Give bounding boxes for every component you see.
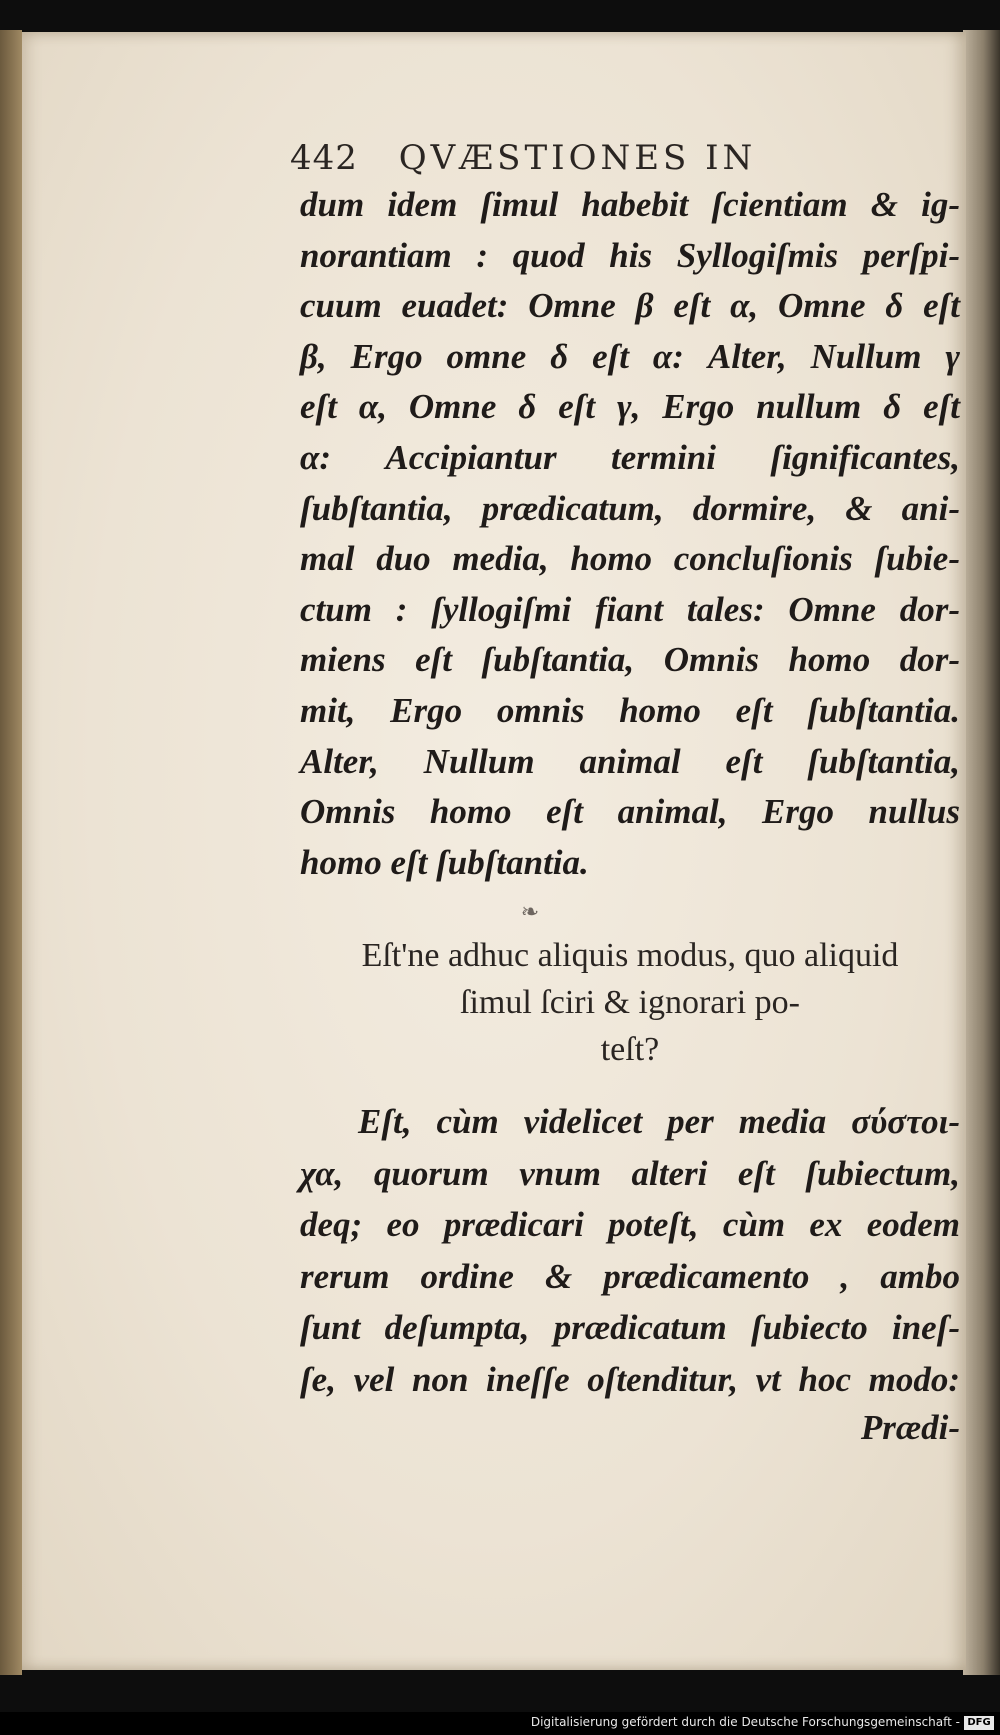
credit-text: Digitalisierung gefördert durch die Deutsche Forschungsgemeinschaft - xyxy=(530,1715,960,1729)
text-line: mit, Ergo omnis homo eſt ſubſtantia. xyxy=(300,690,960,730)
body-text xyxy=(300,180,960,888)
text-line: β, Ergo omne δ eſt α: Alter, Nullum γ xyxy=(300,336,960,376)
running-title: QVÆSTIONES IN xyxy=(398,138,757,178)
text-line: miens eſt ſubſtantia, Omnis homo dor- xyxy=(300,640,960,680)
answer-text xyxy=(300,1096,960,1405)
book-right-edge xyxy=(963,30,1000,1675)
text-line: α: Accipiantur termini ſignificantes, xyxy=(300,437,960,477)
text-line: dum idem ſimul habebit ſcientiam & ig- xyxy=(300,185,960,224)
heading-line: teſt? xyxy=(600,1031,660,1068)
text-line: ſe, vel non ineſſe oſtenditur, vt hoc modo: xyxy=(300,1359,960,1399)
book-left-edge xyxy=(0,30,22,1675)
text-line: χα, quorum vnum alteri eſt ſubiectum, xyxy=(300,1153,960,1193)
text-line: Omnis homo eſt animal, Ergo nullus xyxy=(300,792,960,832)
text-line: mal duo media, homo concluſionis ſubie- xyxy=(300,539,960,579)
dfg-logo-icon: DFG xyxy=(964,1716,994,1730)
page-number: 442 xyxy=(290,138,358,178)
text-line: cuum euadet: Omne β eſt α, Omne δ eſt xyxy=(300,286,960,326)
text-line: ſubſtantia, prædicatum, dormire, & ani- xyxy=(300,488,960,528)
text-line: Eſt, cùm videlicet per media σύστοι- xyxy=(358,1102,960,1141)
digitization-credit xyxy=(531,1715,960,1729)
catchword: Prædi- xyxy=(860,1408,960,1447)
text-line: ctum : ſyllogiſmi fiant tales: Omne dor- xyxy=(300,589,960,629)
heading-line: ſimul ſciri & ignorari po- xyxy=(460,984,800,1021)
text-line: rerum ordine & prædicamento , ambo xyxy=(300,1256,960,1296)
text-line: eſt α, Omne δ eſt γ, Ergo nullum δ eſt xyxy=(300,387,960,427)
text-line: ſunt deſumpta, prædicatum ſubiecto ineſ- xyxy=(300,1308,960,1347)
text-line: homo eſt ſubſtantia. xyxy=(300,842,589,882)
question-heading xyxy=(300,932,960,1073)
fleuron-ornament-icon: ❧ xyxy=(520,900,540,925)
text-line: deq; eo prædicari poteſt, cùm ex eodem xyxy=(300,1205,960,1244)
heading-line: Eſt'ne adhuc aliquis modus, quo aliquid xyxy=(361,937,899,974)
text-line: Alter, Nullum animal eſt ſubſtantia, xyxy=(300,741,960,781)
text-line: norantiam : quod his Syllogiſmis perſpi- xyxy=(300,235,960,275)
